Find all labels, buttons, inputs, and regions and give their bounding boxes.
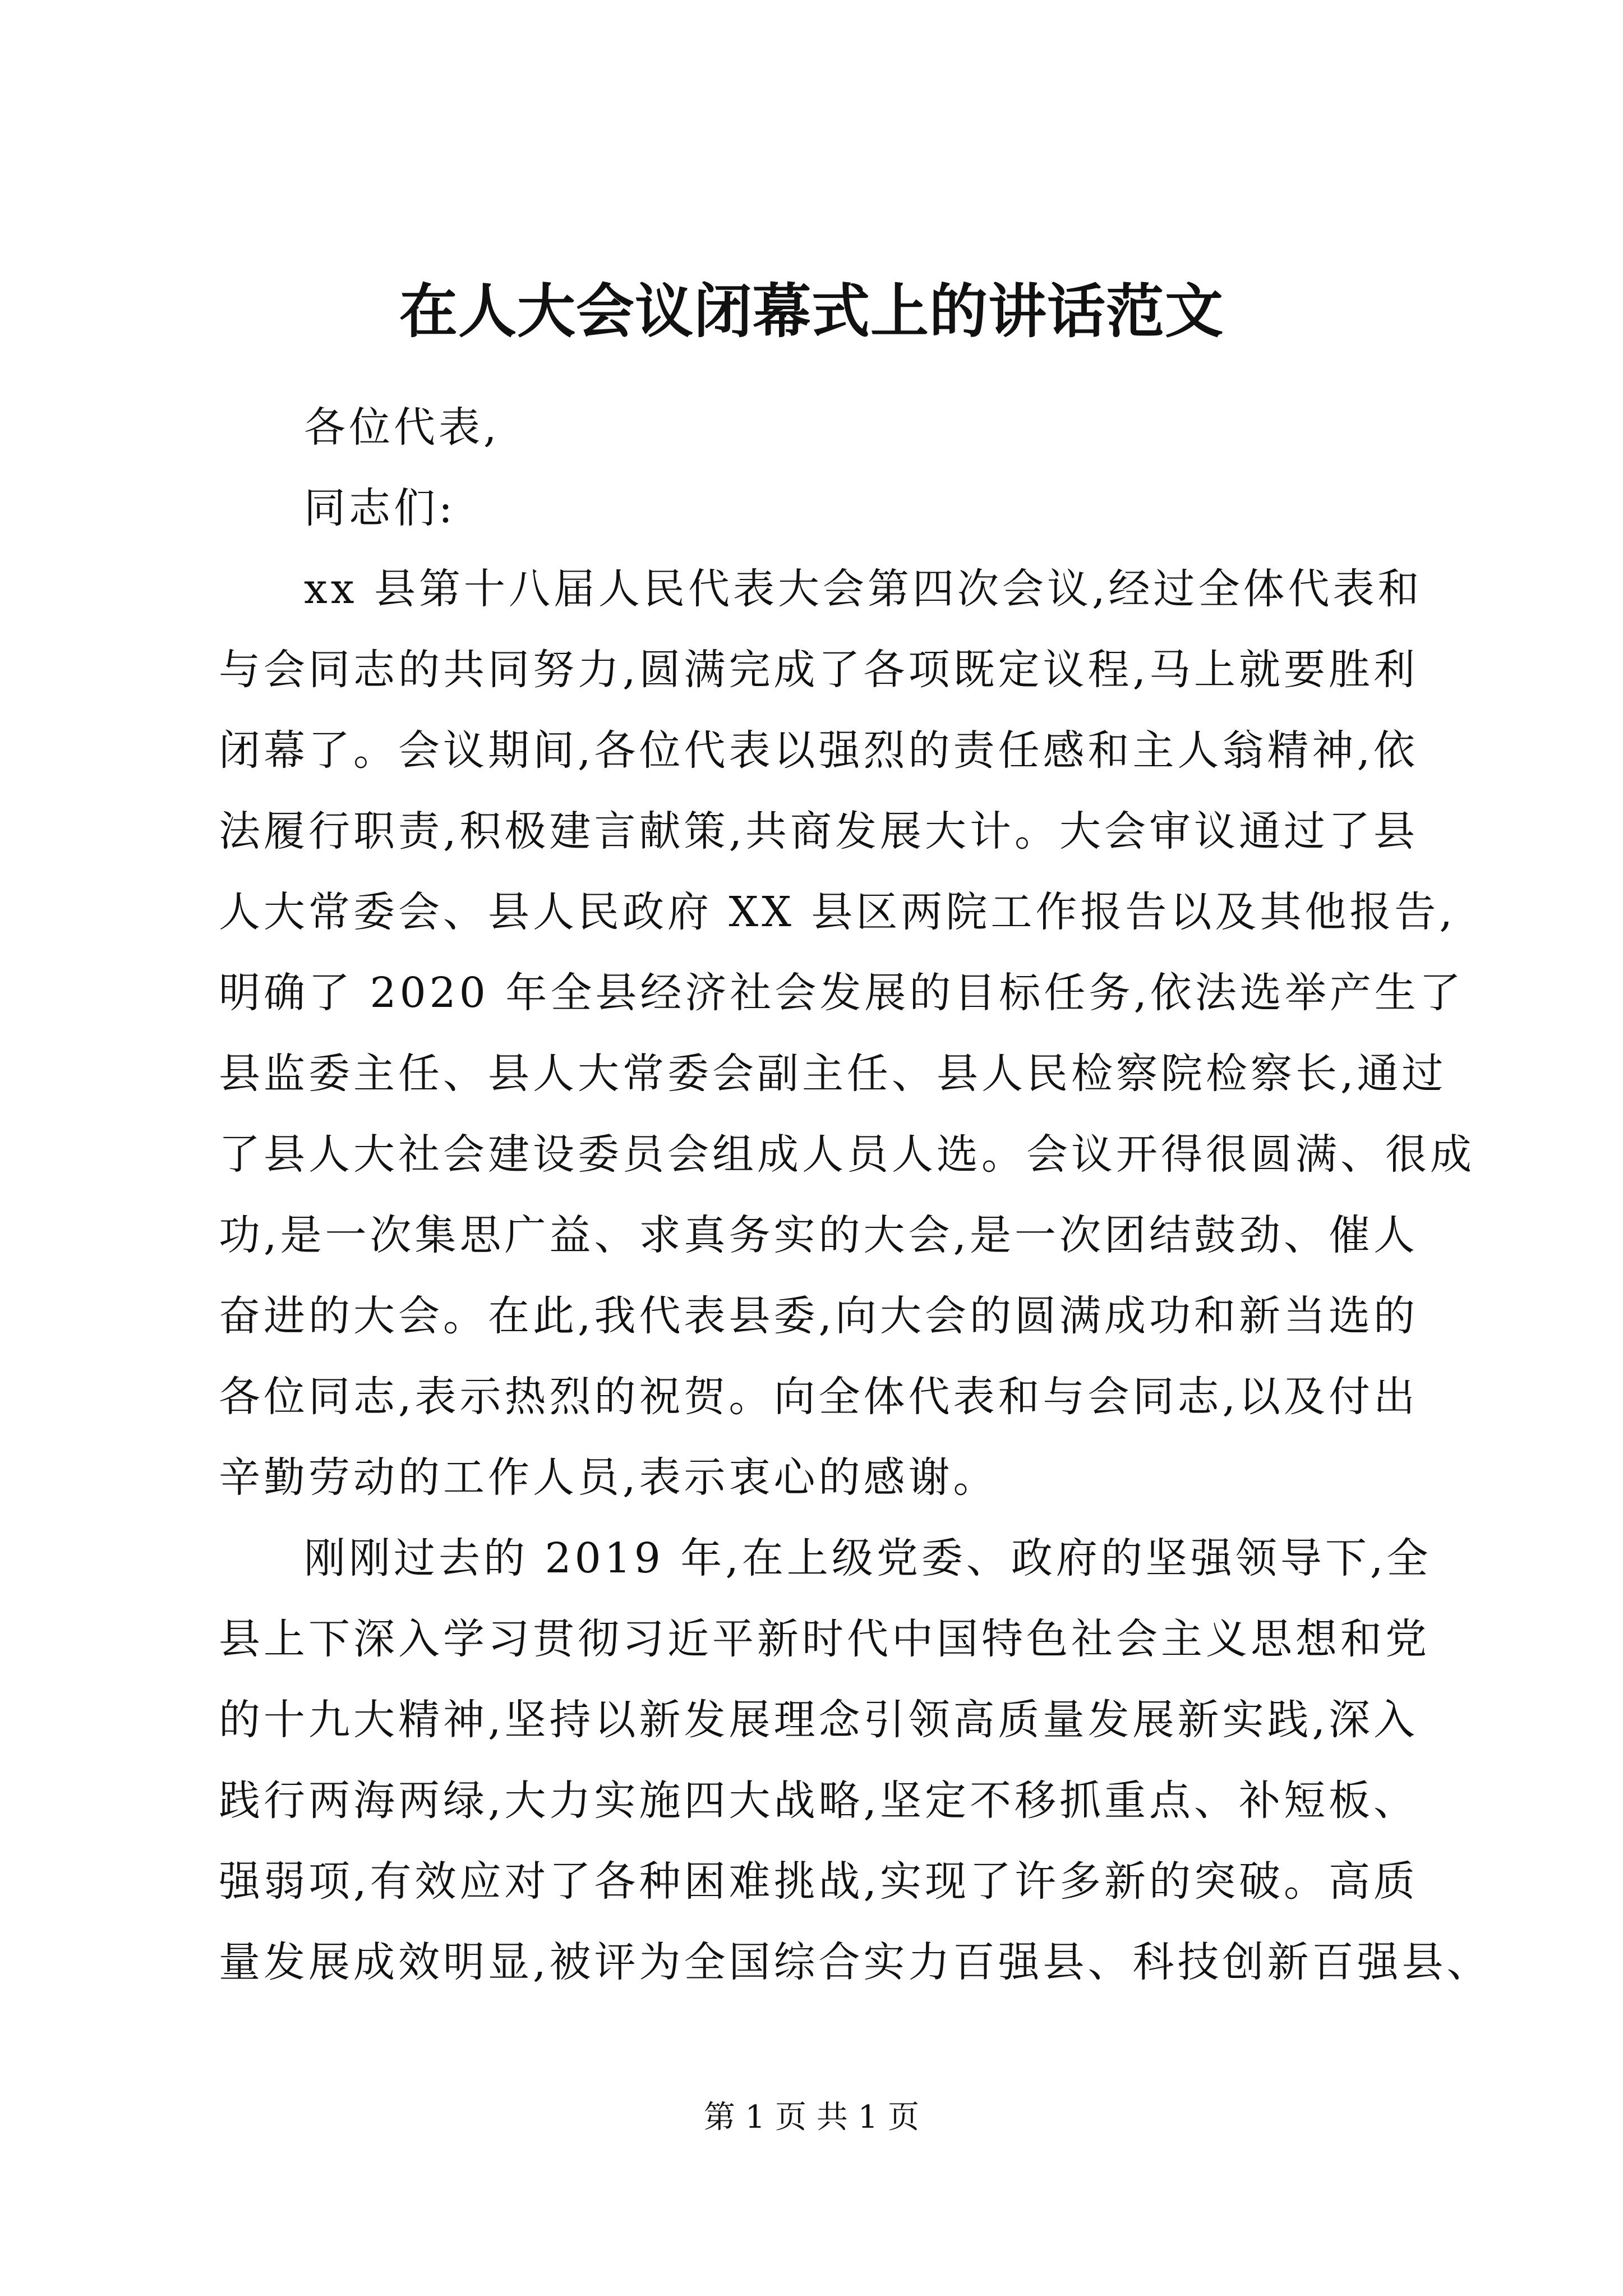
paragraph-line: 闭幕了。会议期间,各位代表以强烈的责任感和主人翁精神,依 xyxy=(219,726,1419,775)
page-indicator: 第 1 页 共 1 页 xyxy=(703,2099,920,2136)
paragraph-line: 奋进的大会。在此,我代表县委,向大会的圆满成功和新当选的 xyxy=(219,1292,1419,1340)
salutation-line: 同志们: xyxy=(304,484,456,532)
paragraph-line: 县上下深入学习贯彻习近平新时代中国特色社会主义思想和党 xyxy=(219,1615,1430,1663)
paragraph-line: 与会同志的共同努力,圆满完成了各项既定议程,马上就要胜利 xyxy=(219,646,1419,694)
paragraph-line: xx 县第十八届人民代表大会第四次会议,经过全体代表和 xyxy=(304,565,1423,613)
salutation-line: 各位代表, xyxy=(304,403,500,452)
paragraph-line: 了县人大社会建设委员会组成人员人选。会议开得很圆满、很成 xyxy=(219,1130,1475,1179)
document-body xyxy=(219,387,1492,2003)
paragraph-line: 功,是一次集思广益、求真务实的大会,是一次团结鼓劲、催人 xyxy=(219,1211,1419,1259)
paragraph-line: 各位同志,表示热烈的祝贺。向全体代表和与会同志,以及付出 xyxy=(219,1373,1419,1421)
paragraph-line: 强弱项,有效应对了各种困难挑战,实现了许多新的突破。高质 xyxy=(219,1857,1419,1906)
paragraph-line: 辛勤劳动的工作人员,表示衷心的感谢。 xyxy=(219,1453,998,1502)
paragraph-line: 法履行职责,积极建言献策,共商发展大计。大会审议通过了县 xyxy=(219,807,1419,855)
page-footer xyxy=(0,2098,1623,2137)
paragraph-line: 践行两海两绿,大力实施四大战略,坚定不移抓重点、补短板、 xyxy=(219,1777,1419,1825)
paragraph-line: 量发展成效明显,被评为全国综合实力百强县、科技创新百强县、 xyxy=(219,1938,1492,1986)
document-title: 在人大会议闭幕式上的讲话范文 xyxy=(399,277,1224,346)
paragraph-line: 人大常委会、县人民政府 XX 县区两院工作报告以及其他报告, xyxy=(219,888,1456,936)
paragraph-line: 县监委主任、县人大常委会副主任、县人民检察院检察长,通过 xyxy=(219,1050,1447,1098)
paragraph-line: 刚刚过去的 2019 年,在上级党委、政府的坚强领导下,全 xyxy=(304,1534,1432,1582)
paragraph-line: 的十九大精神,坚持以新发展理念引领高质量发展新实践,深入 xyxy=(219,1696,1419,1744)
paragraph-line: 明确了 2020 年全县经济社会发展的目标任务,依法选举产生了 xyxy=(219,969,1464,1017)
